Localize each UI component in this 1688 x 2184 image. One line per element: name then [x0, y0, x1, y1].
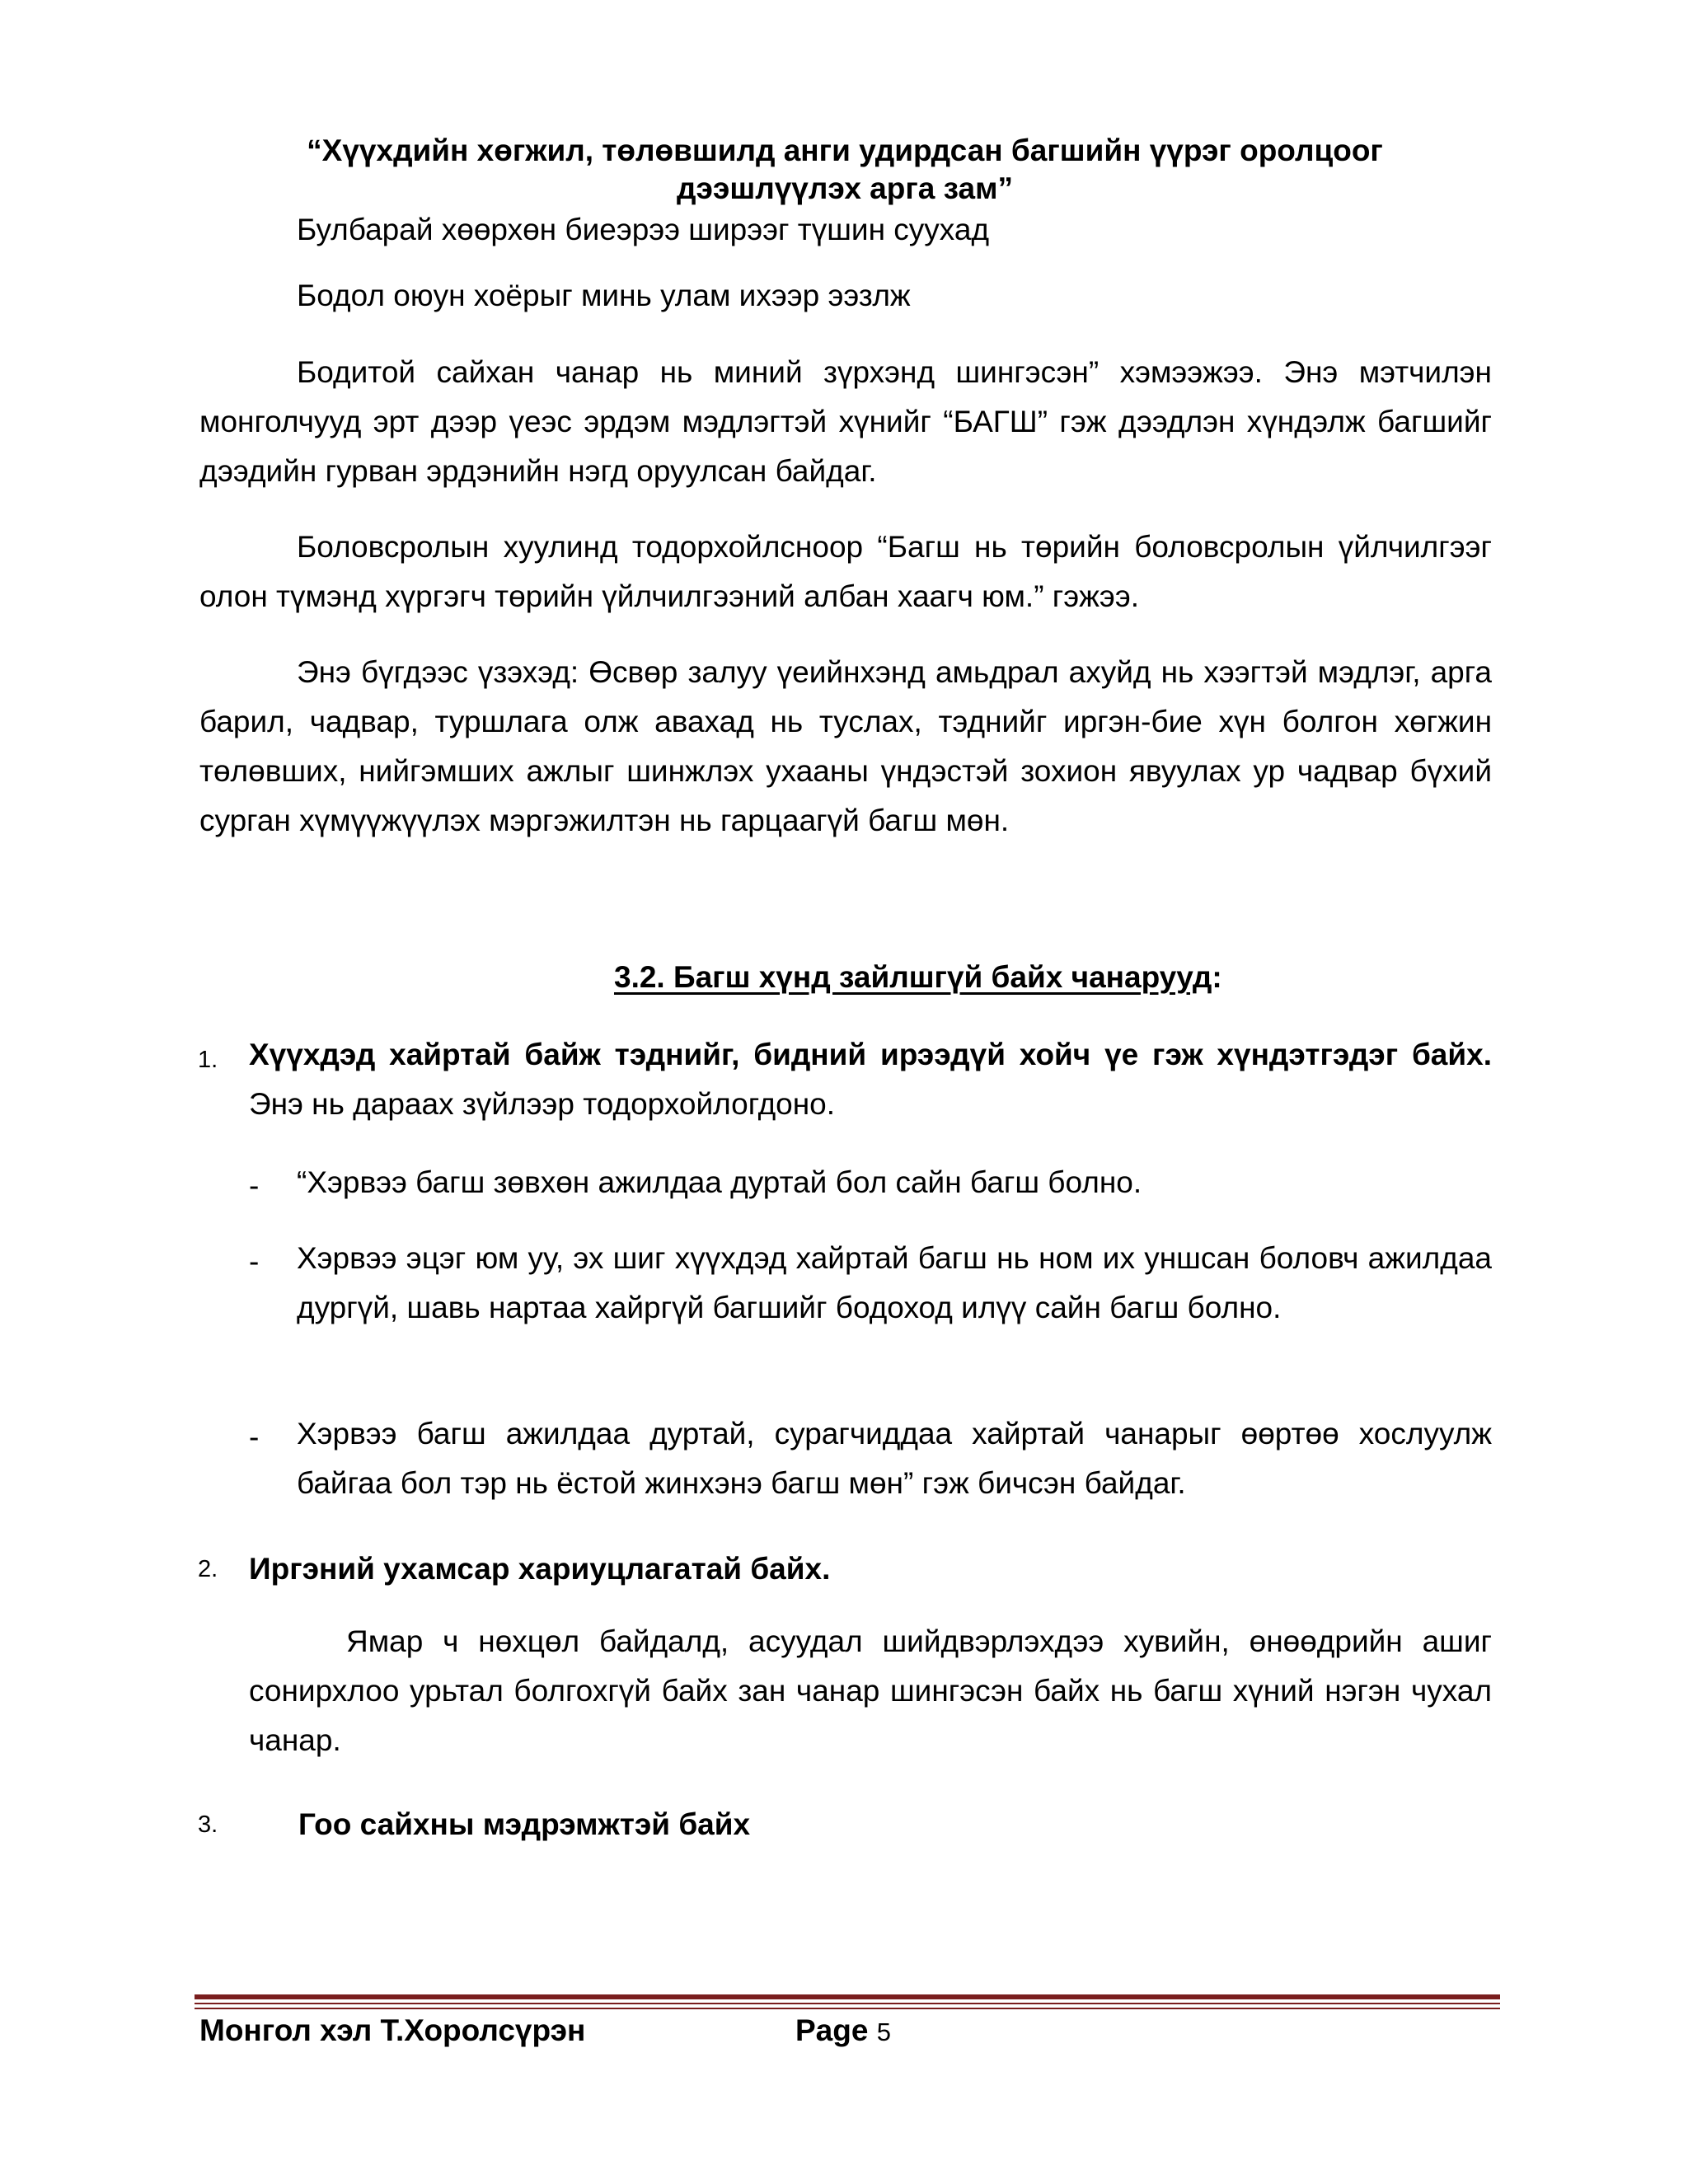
bullet-marker-3: - [249, 1420, 260, 1454]
footer-page-number: 5 [876, 2018, 891, 2046]
section-heading [614, 960, 1222, 995]
poem-line-1: Булбарай хөөрхөн биеэрээ ширээг түшин суухад [297, 213, 990, 246]
title-line-2: дээшлүүлэх арга зам” [677, 171, 1013, 205]
section-heading-colon: : [1212, 960, 1222, 994]
footer-author: Монгол хэл Т.Хоролсүрэн [199, 2013, 586, 2047]
footer-page-indicator [795, 2013, 891, 2048]
list-item-3-title: Гоо сайхны мэдрэмжтэй байх [298, 1807, 751, 1841]
footer-rule-thin-1 [195, 2003, 1500, 2004]
list-item-1-text: Энэ нь дараах зүйлээр тодорхойлогдоно. [249, 1087, 836, 1121]
list-item-2-text: Ямар ч нөхцөл байдалд, асуудал шийдвэрлэхдээ хувийн, өнөөдрийн ашиг сонирхлоо урьтал болгохгүй байх зан чанар шингэсэн байх нь багш хүний нэгэн чухал чанар. [249, 1624, 1492, 1757]
section-heading-text: 3.2. Багш хүнд зайлшгүй байх чанарууд [614, 960, 1212, 994]
footer-page-label: Page [795, 2013, 869, 2047]
poem-line-2: Бодол оюун хоёрыг минь улам ихээр ээзлж [297, 279, 911, 312]
bullet-item-3: Хэрвээ багш ажилдаа дуртай, сурагчиддаа хайртай чанарыг өөртөө хослуулж байгаа бол тэр нь ёстой жинхэнэ багш мөн” гэж бичсэн байдаг. [297, 1417, 1492, 1500]
paragraph-2: Боловсролын хуулинд тодорхойлсноор “Багш нь төрийн боловсролын үйлчилгээг олон түмэнд хүргэгч төрийн үйлчилгээний албан хаагч юм.” гэжээ. [199, 530, 1492, 613]
list-item-1-title: Хүүхдэд хайртай байж тэднийг, бидний ирээдүй хойч үе гэж хүндэтгэдэг байх. [249, 1038, 1492, 1071]
footer-rule-thin-2 [195, 2008, 1500, 2009]
bullet-marker-2: - [249, 1244, 260, 1278]
list-number-2: 2. [198, 1556, 218, 1582]
bullet-marker-1: - [249, 1169, 260, 1202]
list-item-2-title: Иргэний ухамсар хариуцлагатай байх. [249, 1552, 831, 1586]
document-title [198, 132, 1492, 208]
paragraph-1: Бодитой сайхан чанар нь миний зүрхэнд шингэсэн” хэмээжээ. Энэ мэтчилэн монголчууд эрт дээр үеэс эрдэм мэдлэгтэй хүнийг “БАГШ” гэж дээдлэн хүндэлж багшийг дээдийн гурван эрдэнийн нэгд оруулсан байдаг. [199, 355, 1492, 488]
list-number-1: 1. [198, 1047, 218, 1073]
bullet-item-2: Хэрвээ эцэг юм уу, эх шиг хүүхдэд хайртай багш нь ном их уншсан боловч ажилдаа дургүй, шавь нартаа хайргүй багшийг бодоход илүү сайн багш болно. [297, 1241, 1492, 1324]
title-line-1: “Хүүхдийн хөгжил, төлөвшилд анги удирдсан багшийн үүрэг оролцоог [307, 134, 1383, 167]
list-number-3: 3. [198, 1811, 218, 1838]
bullet-item-1: “Хэрвээ багш зөвхөн ажилдаа дуртай бол сайн багш болно. [297, 1165, 1142, 1199]
list-item-1 [249, 1030, 1492, 1129]
footer-rule-thick [195, 1994, 1500, 1999]
paragraph-3: Энэ бүгдээс үзэхэд: Өсвөр залуу үеийнхэнд амьдрал ахуйд нь хээгтэй мэдлэг, арга барил, чадвар, туршлага олж авахад нь туслах, тэднийг иргэн-бие хүн болгон хөгжин төлөвших, нийгэмших ажлыг шинжлэх ухааны үндэстэй зохион явуулах ур чадвар бүхий сурган хүмүүжүүлэх мэргэжилтэн нь гарцаагүй багш мөн. [199, 655, 1492, 837]
